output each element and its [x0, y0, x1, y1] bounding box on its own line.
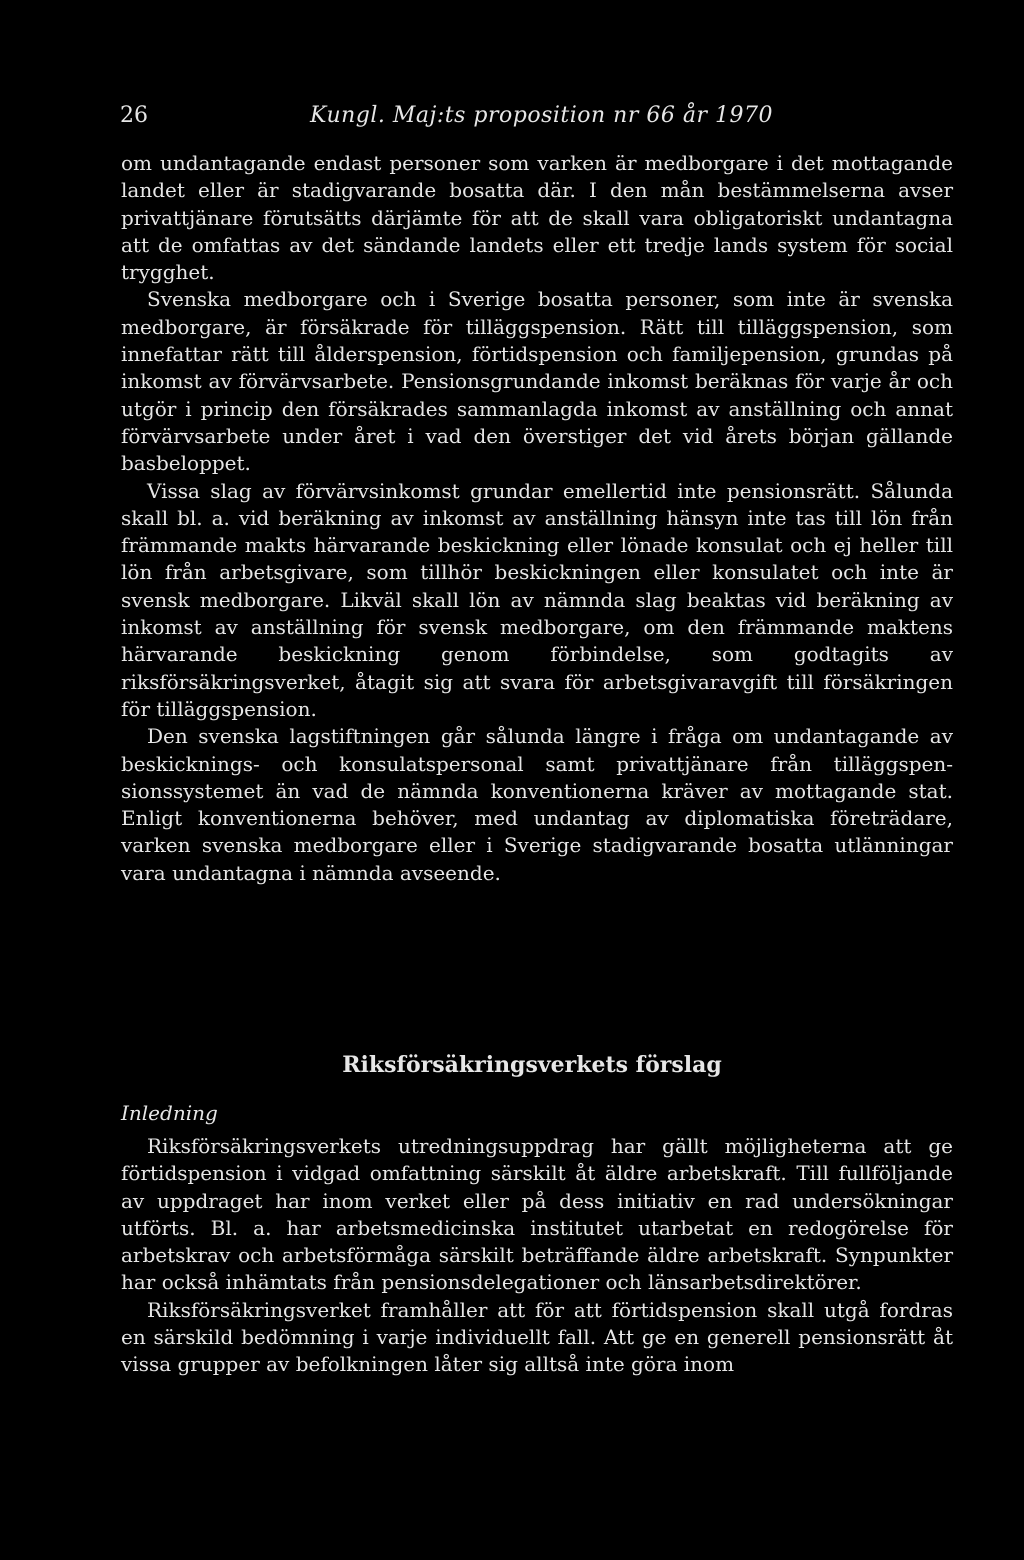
page-header [120, 100, 920, 132]
paragraph: om undantagande endast personer som varken är medborgare i det mottagande landet eller är stadigvarande bosatta där. I den mån bestämmelserna avser privattjänare förutsätts därjämte för att de skall vara obligatoriskt undantagna att de omfattas av det sändande landets eller ett tredje lands system för social trygghet. [121, 151, 953, 285]
subsection-heading: Inledning [121, 1101, 218, 1125]
body-text-bottom [121, 1133, 953, 1379]
paragraph: Vissa slag av förvärvsinkomst grundar emellertid inte pensionsrätt. Sålunda skall bl. a. vid beräkning av inkomst av anställning hänsyn inte tas till lön från främmande makts härvarande beskickning eller lönade konsulat och ej heller till lön från arbetsgivare, som tillhör beskickningen eller konsulatet och inte är svensk medborgare. Likväl skall lön av nämnda slag beaktas vid beräkning av inkomst av anställning för svensk medborgare, om den främmande maktens härvarande beskickning genom förbindelse, som godtagits av riksförsäkringsverket, åtagit sig att svara för arbetsgivaravgift till försäkringen för tilläggspension. [121, 478, 953, 721]
running-title: Kungl. Maj:ts proposition nr 66 år 1970 [310, 103, 773, 128]
paragraph: Riksförsäkringsverkets utredningsuppdrag har gällt möjligheterna att ge förtidspension i vidgad omfattning särskilt åt äldre arbetskraft. Till fullföljande av uppdraget har inom verket eller på dess initiativ en rad undersökningar utförts. Bl. a. har arbetsmedicinska institutet utarbetat en redogörelse för arbetskrav och arbetsförmåga särskilt beträffande äldre arbetskraft. Synpunkter har också inhämtats från pensionsdelegationer och länsarbetsdirektörer. [121, 1134, 953, 1295]
paragraph: Svenska medborgare och i Sverige bosatta personer, som inte är svenska medborgare, är försäkrade för tilläggspension. Rätt till tilläggspension, som innefattar rätt till ålderspension, förtidspension och familjepension, grundas på inkomst av förvärvsarbete. Pensionsgrundande inkomst beräknas för varje år och utgör i princip den försäkrades sammanlagda inkomst av anställning och annat förvärvsarbete under året i vad den överstiger det vid årets början gällande basbeloppet. [121, 287, 953, 476]
section-heading: Riksförsäkringsverkets förslag [342, 1052, 722, 1078]
body-text-top [121, 150, 953, 887]
page-number: 26 [120, 103, 148, 128]
paragraph: Riksförsäkringsverket framhåller att för att förtidspension skall utgå fordras en särskild bedömning i varje individuellt fall. Att ge en generell pensionsrätt åt vissa grupper av befolkningen låter sig alltså inte göra inom [121, 1297, 953, 1377]
paragraph: Den svenska lagstiftningen går sålunda längre i fråga om undantagande av beskicknings- och konsulatspersonal samt privattjänare från tilläggspensionssystemet än vad de nämnda konventionerna kräver av mottagande stat. Enligt konventionerna behöver, med undantag av diplomatiska företrädare, varken svenska medborgare eller i Sverige stadigvarande bosatta utlänningar vara undantagna i nämnda avseende. [121, 724, 953, 885]
